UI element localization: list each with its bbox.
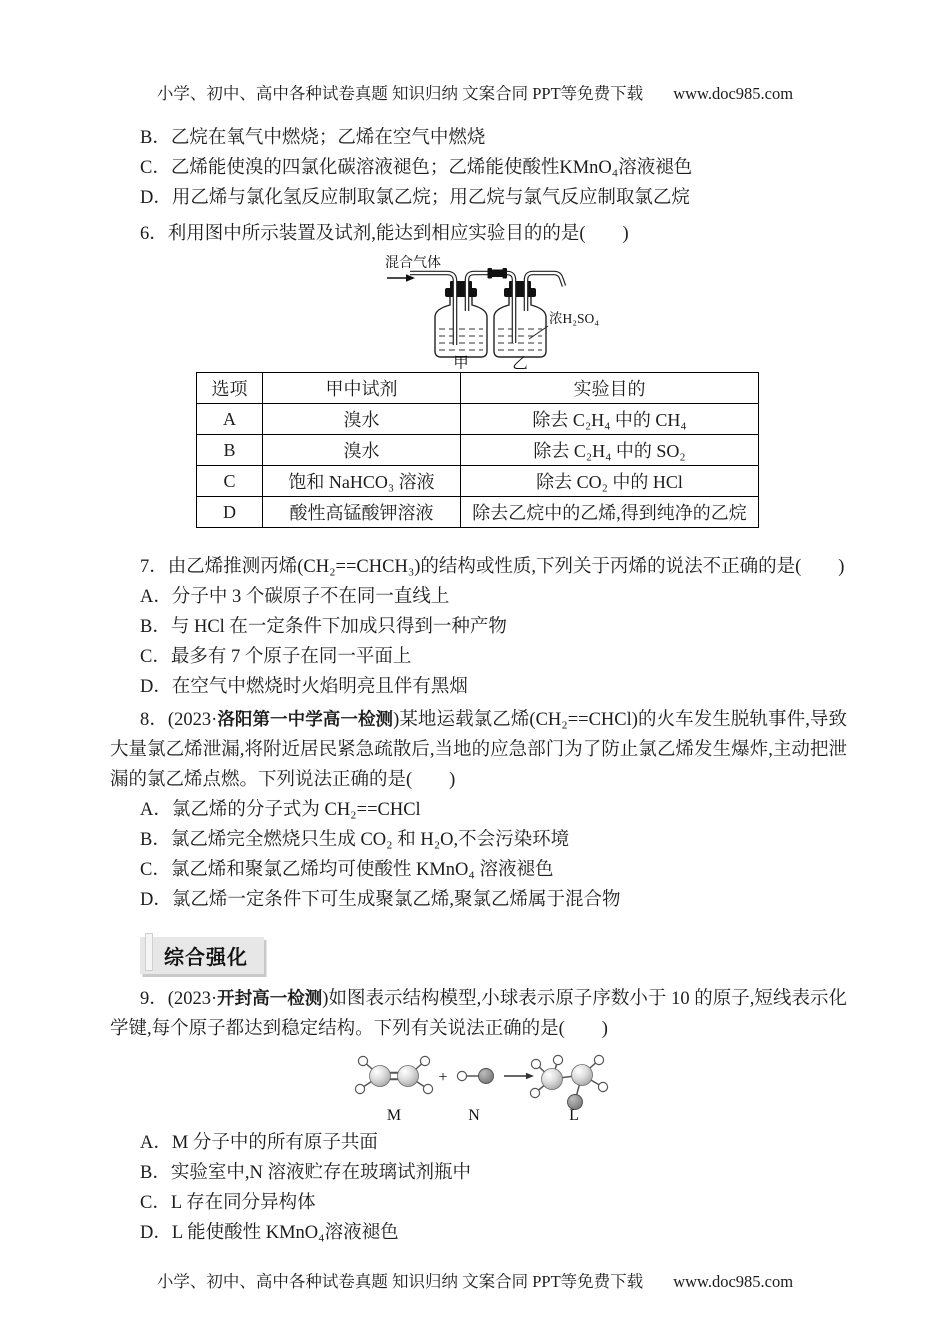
- question-9-stem: [110, 983, 847, 1044]
- header-promo-text: 小学、初中、高中各种试卷真题 知识归纳 文案合同 PPT等免费下载: [156, 84, 644, 103]
- table-header-cell: 甲中试剂: [263, 373, 461, 404]
- option-line-c: C．最多有 7 个原子在同一平面上: [140, 647, 412, 667]
- table-header-cell: 实验目的: [461, 373, 759, 404]
- reaction-arrow-icon: [504, 1073, 534, 1080]
- model-label-m: M: [386, 1107, 402, 1124]
- section-badge-row: [140, 937, 950, 971]
- table-cell: B: [197, 435, 263, 466]
- tube-connector: [488, 268, 508, 279]
- header-bar: [0, 84, 950, 103]
- table-row: [197, 497, 759, 528]
- option-line-c: C．氯乙烯和聚氯乙烯均可使酸性 KMnO₄ 溶液褪色: [140, 860, 554, 880]
- bottle-cap: [504, 288, 536, 297]
- footer-site-url: www.doc985.com: [673, 1272, 794, 1291]
- header-site-url: www.doc985.com: [673, 84, 794, 103]
- footer-bar: [0, 1272, 950, 1291]
- stem-source: 洛阳第一中学高一检测: [217, 709, 394, 729]
- table-header-row: [197, 373, 759, 404]
- question-7: [0, 552, 950, 702]
- table-cell: 除去乙烷中的乙烯,得到纯净的乙烷: [461, 497, 759, 528]
- table-cell: D: [197, 497, 263, 528]
- stem-post: )如图表示结构模型,小球表示原子序数小于 10 的原子,短线表示化学键,每个原子都达到稳定结构。下列有关说法正确的是( ): [110, 989, 848, 1039]
- table-row: [197, 435, 759, 466]
- option-line-a: A．氯乙烯的分子式为 CH₂==CHCl: [140, 800, 421, 820]
- model-label-n: N: [468, 1107, 480, 1124]
- question-5-options: [0, 123, 950, 213]
- model-m: [355, 1056, 432, 1093]
- stem-pre: 8．(2023·: [140, 710, 218, 730]
- question-9: [0, 983, 950, 1248]
- table-header-cell: 选项: [197, 373, 263, 404]
- model-l: [530, 1055, 607, 1109]
- option-line-b: B．实验室中,N 溶液贮存在玻璃试剂瓶中: [140, 1163, 471, 1183]
- table-cell: 除去 CO₂ 中的 HCl: [461, 466, 759, 497]
- bottle-cap: [445, 288, 477, 297]
- table-cell: 溴水: [263, 404, 461, 435]
- footer-promo-text: 小学、初中、高中各种试卷真题 知识归纳 文案合同 PPT等免费下载: [156, 1272, 644, 1291]
- bottle-label-jia: 甲: [453, 355, 469, 369]
- table-cell: 酸性高锰酸钾溶液: [263, 497, 461, 528]
- badge-title: 综合强化: [164, 947, 248, 969]
- option-line-d: D．在空气中燃烧时火焰明亮且伴有黑烟: [140, 677, 468, 697]
- table-row: [197, 466, 759, 497]
- table-cell: C: [197, 466, 263, 497]
- stem-pre: 9．(2023·: [140, 989, 218, 1009]
- table-cell: A: [197, 404, 263, 435]
- table-cell: 溴水: [263, 435, 461, 466]
- molecular-model-figure: [350, 1048, 635, 1126]
- option-line-c: C．乙烯能使溴的四氯化碳溶液褪色；乙烯能使酸性KMnO₄溶液褪色: [140, 158, 693, 178]
- gas-inlet-arrow-icon: [387, 274, 415, 281]
- acid-leader-line: [529, 326, 548, 339]
- table-row: [197, 404, 759, 435]
- option-line-d: D．L 能使酸性 KMnO₄溶液褪色: [140, 1223, 399, 1243]
- plus-sign: +: [438, 1069, 448, 1086]
- gas-inlet-label: 混合气体: [385, 256, 441, 271]
- bottle-yi: [494, 281, 546, 357]
- option-line-b: B．与 HCl 在一定条件下加成只得到一种产物: [140, 617, 507, 637]
- option-line-b: B．氯乙烯完全燃烧只生成 CO₂ 和 H₂O,不会污染环境: [140, 830, 570, 850]
- option-line-d: D．用乙烯与氯化氢反应制取氯乙烷；用乙烷与氯气反应制取氯乙烷: [140, 188, 690, 208]
- option-line-b: B．乙烷在氧气中燃烧；乙烯在空气中燃烧: [140, 128, 486, 148]
- table-cell: 饱和 NaHCO₃ 溶液: [263, 466, 461, 497]
- question-8: [0, 704, 950, 915]
- option-line-d: D．氯乙烯一定条件下可生成聚氯乙烯,聚氯乙烯属于混合物: [140, 890, 621, 910]
- stem-post: )某地运载氯乙烯(CH₂==CHCl)的火车发生脱轨事件,导致大量氯乙烯泄漏,将附近居民紧急疏散后,当地的应急部门为了防止氯乙烯发生爆炸,主动把泄漏的氯乙烯点燃。下列说法正确的是( ): [110, 710, 847, 790]
- table-cell: 除去 C₂H₄ 中的 SO₂: [461, 435, 759, 466]
- bottle-label-yi: 乙: [512, 355, 528, 369]
- bottle-jia: [435, 281, 487, 357]
- question-8-stem: [110, 704, 847, 795]
- table-cell: 除去 C₂H₄ 中的 CH₄: [461, 404, 759, 435]
- liquid-dashes: [498, 329, 542, 350]
- option-line-a: A．分子中 3 个碳原子不在同一直线上: [140, 587, 450, 607]
- badge-left-bar: [145, 933, 153, 971]
- question-7-stem: 7．由乙烯推测丙烯(CH₂==CHCH₃)的结构或性质,下列关于丙烯的说法不正确的是( ): [140, 557, 845, 577]
- liquid-dashes: [439, 329, 483, 350]
- section-badge: [140, 937, 264, 974]
- gas-washing-apparatus-figure: [383, 253, 618, 369]
- model-n: [457, 1069, 493, 1084]
- option-line-a: A．M 分子中的所有原子共面: [140, 1133, 378, 1153]
- option-line-c: C．L 存在同分异构体: [140, 1193, 316, 1213]
- reagent-table: [196, 372, 759, 528]
- stem-source: 开封高一检测: [217, 988, 323, 1008]
- question-6-stem: 6．利用图中所示装置及试剂,能达到相应实验目的的是( ): [140, 224, 629, 244]
- acid-label: 浓H₂SO₄: [549, 311, 599, 326]
- model-label-l: L: [569, 1107, 579, 1124]
